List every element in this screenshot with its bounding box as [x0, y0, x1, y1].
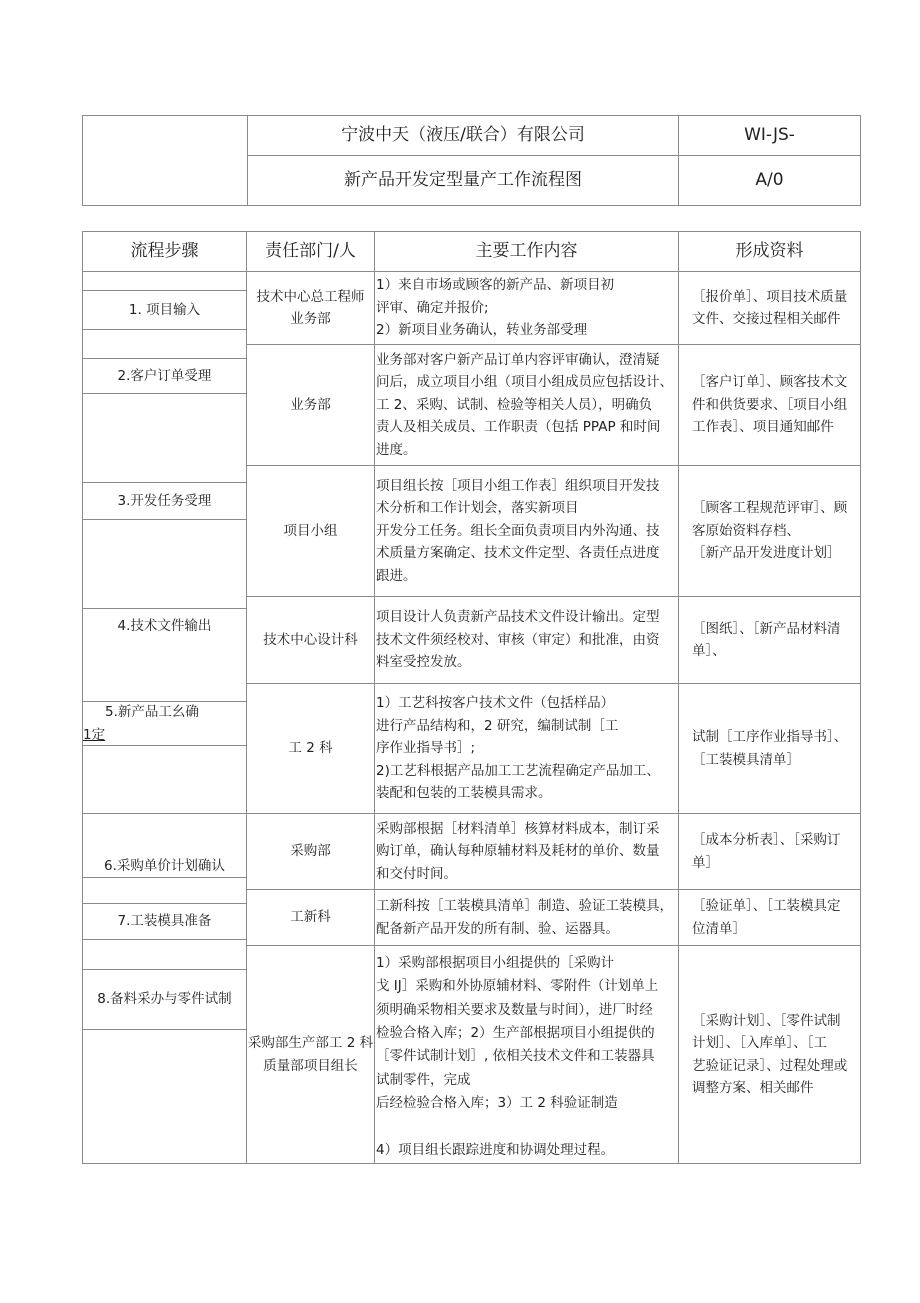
department-text: 质量部项目组长 [263, 1057, 358, 1074]
output-line: 艺验证记录］、过程处理或 [692, 1057, 848, 1074]
column-header-content [375, 232, 678, 271]
doc-number-text: WI-JS- [744, 125, 795, 146]
output-line: 件和供货要求、［项目小组 [692, 396, 848, 413]
output-line: 调整方案、相关邮件 [692, 1080, 814, 1096]
step-label: 7.工装模具准备 [117, 913, 212, 930]
department-text: 工 2 科 [288, 740, 333, 757]
output-cell [679, 814, 860, 889]
department-cell [247, 946, 374, 1163]
step-divider [82, 329, 246, 330]
step-divider [82, 745, 246, 746]
doc-number [679, 116, 860, 155]
department-cell [247, 890, 374, 945]
output-line: ［客户订单］、顾客技术文 [692, 374, 848, 391]
output-line: ［报价单］、项目技术质量 [692, 288, 848, 305]
content-line: 业务部对客户新产品订单内容评审确认，澄清疑 [376, 351, 660, 368]
content-cell [375, 684, 678, 813]
output-line: 文件、交接过程相关邮件 [692, 311, 841, 327]
step-cell [83, 483, 246, 519]
output-cell [679, 684, 860, 813]
document-title-text: 新产品开发定型量产工作流程图 [344, 170, 582, 191]
content-line: 4）项目组长跟踪进度和协调处理过程。 [376, 1141, 615, 1158]
output-cell [679, 597, 860, 683]
content-cell [375, 890, 678, 945]
department-cell [247, 684, 374, 813]
content-line: 开发分工任务。组长全面负责项目内外沟通、技 [376, 522, 660, 539]
column-header-step [83, 232, 246, 271]
department-cell [247, 466, 374, 596]
output-line: 单］ [692, 854, 719, 871]
content-cell [375, 597, 678, 683]
content-line: 术分析和工作计划会，落实新项目 [376, 500, 579, 517]
output-line: ［新产品开发进度计划］ [692, 545, 841, 562]
output-cell [679, 345, 860, 465]
department-cell [247, 272, 374, 344]
department-cell [247, 814, 374, 889]
content-line: 问后，成立项目小组（项目小组成员应包括设计、 [376, 374, 673, 391]
content-line: 2）新项目业务确认，转业务部受理 [376, 322, 588, 339]
content-line: 责人及相关成员、工作职责（包括 PPAP 和时间 [376, 419, 661, 436]
content-line: ［零件试制计划］, 依相关技术文件和工装器具 [376, 1048, 655, 1065]
output-line: ［工装模具清单］ [692, 751, 800, 768]
column-header-department [247, 232, 374, 271]
content-line: 试制零件，完成 [376, 1071, 471, 1088]
content-line: 1）工艺科按客户技术文件（包括样品） [376, 695, 615, 712]
step-cell [83, 359, 246, 393]
column-header-text: 流程步骤 [130, 241, 199, 262]
step-label: 6.采购单价计划确认 [104, 857, 225, 874]
output-line: ［顾客工程规范评审］、顾 [692, 500, 848, 517]
content-cell [375, 272, 678, 344]
content-line: 装配和包装的工装模具需求。 [376, 785, 552, 802]
content-cell [375, 466, 678, 596]
step-label: 1定 [83, 726, 106, 743]
company-name [248, 116, 678, 155]
content-line: 项目设计人负责新产品技术文件设计输出。定型 [376, 609, 660, 626]
version [679, 156, 860, 205]
output-line: ［成本分析表］、［采购订 [692, 832, 841, 848]
step-label: 1. 项目输入 [128, 301, 201, 318]
content-line: 1）来自市场或顾客的新产品、新项目初 [376, 277, 615, 294]
column-header-output [679, 232, 860, 271]
company-name-text: 宁波中天（液压/联合）有限公司 [341, 125, 585, 146]
output-line: 工作表］、项目通知邮件 [692, 419, 834, 436]
content-line: 跟进。 [376, 567, 417, 584]
output-cell [679, 946, 860, 1163]
content-line: 料室受控发放。 [376, 654, 471, 671]
content-line: 采购部根据［材料清单］核算材料成本，制订采 [376, 820, 660, 837]
column-header-text: 责任部门/人 [265, 241, 356, 262]
content-line: 工新科按［工装模具清单］制造、验证工装模具， [376, 898, 673, 914]
output-line: ［验证单］、［工装模具定 [692, 898, 841, 914]
content-line: 2)工艺科根据产品加工工艺流程确定产品加工、 [376, 762, 660, 779]
column-header-text: 主要工作内容 [475, 241, 578, 262]
content-line: 配备新产品开发的所有制、验、运器具。 [376, 920, 619, 937]
step-cell [83, 609, 246, 701]
content-line: 1）采购部根据项目小组提供的［采购计 [376, 955, 615, 971]
content-line: 检验合格入库；2）生产部根据项目小组提供的 [376, 1024, 655, 1041]
department-cell [247, 597, 374, 683]
step-divider [82, 939, 246, 940]
content-line: 评审、确定并报价; [376, 299, 489, 316]
step-cell [83, 702, 246, 745]
output-line: 计划］、［入库单］、［工 [692, 1035, 827, 1051]
content-line: 项目组长按［项目小组工作表］组织项目开发技 [376, 477, 660, 494]
step-label: 2.客户订单受理 [117, 367, 212, 384]
output-line: 单］、 [692, 643, 726, 659]
output-cell [679, 890, 860, 945]
output-cell [679, 466, 860, 596]
content-cell [375, 946, 678, 1163]
step-cell [83, 970, 246, 1029]
content-line: 后经检验合格入库；3）工 2 科验证制造 [376, 1094, 618, 1111]
content-line: 序作业指导书］; [376, 740, 476, 757]
output-cell [679, 272, 860, 344]
column-header-text: 形成资料 [735, 241, 804, 262]
department-text: 技术中心设计科 [263, 631, 358, 648]
step-label: 8.备料采办与零件试制 [97, 991, 232, 1008]
department-text: 采购部生产部工 2 科 [247, 1035, 374, 1051]
department-text: 业务部 [290, 396, 331, 413]
department-text: 项目小组 [283, 522, 338, 539]
content-line: 和交付时间。 [376, 865, 457, 882]
content-line: 戈 IJ］采购和外协原辅材料、零附件（计划单上 [376, 978, 659, 995]
output-line: ［图纸］、［新产品材料清 [692, 620, 841, 637]
content-line: 进度。 [376, 441, 417, 458]
output-line: ［采购计划］、［零件试制 [692, 1012, 841, 1029]
content-cell [375, 345, 678, 465]
step-divider [82, 1029, 246, 1030]
step-divider [82, 519, 246, 520]
step-label: 3.开发任务受理 [117, 492, 212, 509]
content-line: 技术文件须经校对、审核（审定）和批准，由资 [376, 631, 660, 648]
content-cell [375, 814, 678, 889]
department-text: 采购部 [290, 843, 331, 860]
output-line: 位清单］ [692, 920, 746, 937]
step-cell [83, 814, 246, 877]
content-line [376, 1115, 678, 1138]
step-cell [83, 291, 246, 329]
department-text: 业务部 [290, 311, 331, 327]
department-cell [247, 345, 374, 465]
content-line: 工 2、采购、试制、检验等相关人员），明确负 [376, 396, 653, 413]
content-line: 须明确采物相关要求及数量与时间），进厂时经 [376, 1001, 653, 1018]
output-line: 试制［工序作业指导书］、 [692, 729, 848, 745]
document-title [248, 156, 678, 205]
step-divider [82, 877, 246, 878]
step-label: 5.新产品工幺确 [105, 704, 199, 720]
step-cell [83, 904, 246, 939]
step-label: 4.技术文件输出 [117, 618, 212, 634]
content-line: 进行产品结构和，2 研究，编制试制［工 [376, 717, 619, 734]
content-line: 购订单，确认每种原辅材料及耗材的单价、数量 [376, 843, 660, 860]
version-text: A/0 [755, 170, 784, 191]
department-text: 技术中心总工程师 [256, 288, 365, 305]
output-line: 客原始资料存档、 [692, 522, 800, 539]
content-line: 术质量方案确定、技术文件定型、各责任点进度 [376, 545, 660, 562]
step-divider [82, 393, 246, 394]
department-text: 工新科 [290, 909, 331, 926]
